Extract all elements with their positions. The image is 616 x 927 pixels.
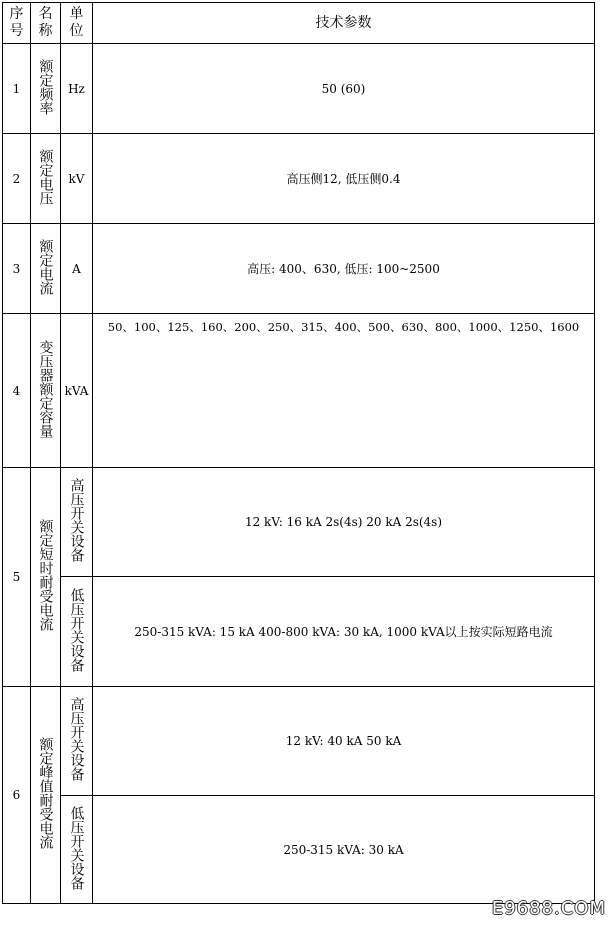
param-cell: 250-315 kVA: 15 kA 400-800 kVA: 30 kA, 1000 kVA以上按实际短路电流 xyxy=(93,577,595,687)
table-row xyxy=(3,44,595,134)
unit-cell: A xyxy=(61,224,93,314)
unit-cell: 高压开关设备 xyxy=(61,687,93,796)
name-cell: 额定电流 xyxy=(31,224,61,314)
param-cell: 高压侧12, 低压侧0.4 xyxy=(93,134,595,224)
unit-cell: Hz xyxy=(61,44,93,134)
seq-cell: 1 xyxy=(3,44,31,134)
param-cell: 12 kV: 40 kA 50 kA xyxy=(93,687,595,796)
unit-cell: 高压开关设备 xyxy=(61,468,93,577)
table-row xyxy=(3,468,595,577)
unit-cell: kV xyxy=(61,134,93,224)
header-seq: 序号 xyxy=(3,3,31,44)
header-unit: 单位 xyxy=(61,3,93,44)
name-cell: 额定短时耐受电流 xyxy=(31,468,61,687)
param-cell: 高压: 400、630, 低压: 100~2500 xyxy=(93,224,595,314)
unit-cell: 低压开关设备 xyxy=(61,577,93,687)
table-row xyxy=(3,224,595,314)
unit-cell: 低压开关设备 xyxy=(61,796,93,904)
seq-cell: 6 xyxy=(3,687,31,904)
unit-cell: kVA xyxy=(61,314,93,468)
name-cell: 额定频率 xyxy=(31,44,61,134)
name-cell: 变压器额定容量 xyxy=(31,314,61,468)
header-name: 名称 xyxy=(31,3,61,44)
seq-cell: 5 xyxy=(3,468,31,687)
param-cell: 50、100、125、160、200、250、315、400、500、630、800、1000、1250、1600 xyxy=(93,314,595,468)
table-row xyxy=(3,134,595,224)
name-cell: 额定峰值耐受电流 xyxy=(31,687,61,904)
seq-cell: 4 xyxy=(3,314,31,468)
seq-cell: 3 xyxy=(3,224,31,314)
table-row xyxy=(3,796,595,904)
seq-cell: 2 xyxy=(3,134,31,224)
table-row xyxy=(3,314,595,468)
table-row xyxy=(3,687,595,796)
param-cell: 12 kV: 16 kA 2s(4s) 20 kA 2s(4s) xyxy=(93,468,595,577)
header-row xyxy=(3,3,595,44)
spec-table xyxy=(2,2,595,904)
name-cell: 额定电压 xyxy=(31,134,61,224)
param-cell: 50 (60) xyxy=(93,44,595,134)
table-row xyxy=(3,577,595,687)
param-cell: 250-315 kVA: 30 kA xyxy=(93,796,595,904)
header-param: 技术参数 xyxy=(93,3,595,44)
watermark-logo: E9688.COM xyxy=(491,898,606,919)
